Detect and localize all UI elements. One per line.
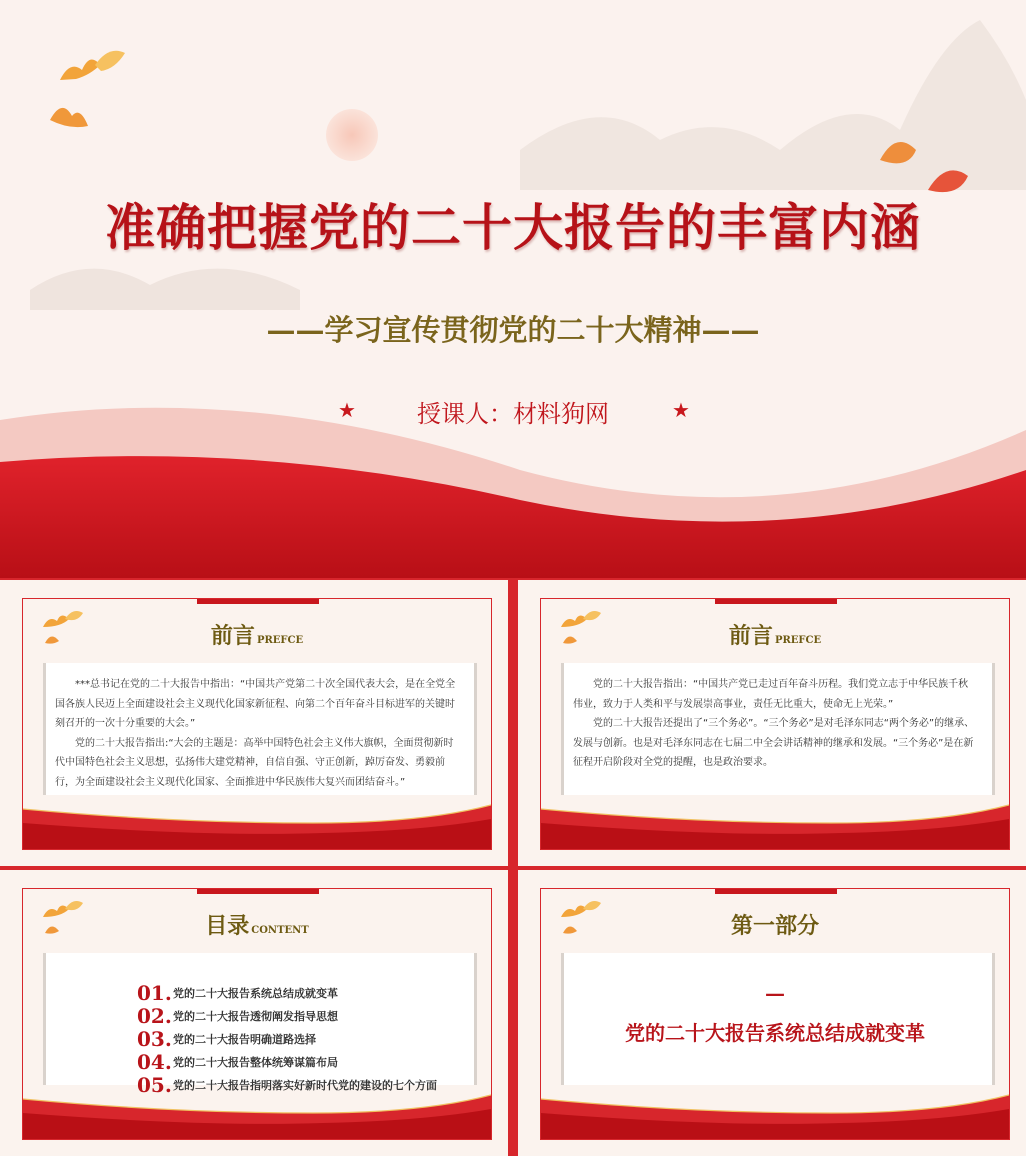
slide-heading [541, 619, 1009, 650]
toc-item[interactable] [137, 981, 437, 1004]
heading-en: CONTENT [251, 925, 309, 936]
slide-frame [540, 598, 1010, 850]
paragraph: ***总书记在党的二十大报告中指出：“中国共产党第二十次全国代表大会，是在全党全国各族人民迈上全面建设社会主义现代化国家新征程、向第二个百年奋斗目标进军的关键时刻召开的一次十分重要的大会。” [55, 679, 456, 729]
slide-part-one[interactable] [518, 870, 1026, 1156]
heading-text: 目录 [205, 913, 250, 939]
toc-item[interactable] [137, 1004, 437, 1027]
slide-heading [23, 909, 491, 940]
bottom-ribbon [541, 1079, 1009, 1139]
star-icon: ★ [338, 398, 356, 422]
toc-number: 03. [137, 1026, 172, 1051]
cover-subtitle: ——学习宣传贯彻党的二十大精神—— [266, 313, 760, 347]
slide-heading [23, 619, 491, 650]
body-text [573, 675, 977, 773]
heading-text: 前言 [210, 623, 255, 649]
top-accent-bar [197, 598, 319, 604]
toc-item[interactable] [137, 1027, 437, 1050]
slide-preface-1[interactable] [0, 580, 508, 866]
toc-number: 01. [137, 980, 172, 1005]
top-accent-bar [715, 598, 837, 604]
top-accent-bar [715, 888, 837, 894]
mountain-left [30, 269, 300, 310]
cover-title: 准确把握党的二十大报告的丰富内涵 [105, 198, 921, 257]
toc-number: 02. [137, 1003, 172, 1028]
bottom-ribbon [23, 789, 491, 849]
paragraph: 党的二十大报告指出:“大会的主题是：高举中国特色社会主义伟大旗帜，全面贯彻新时代中国特色社会主义思想，弘扬伟大建党精神，自信自强、守正创新，踔厉奋发、勇毅前行，为全面建设社会主义现代化国家、全面推进中华民族伟大复兴而团结奋斗。” [55, 737, 454, 788]
slide-heading [541, 909, 1009, 940]
toc-text: 党的二十大报告整体统筹谋篇布局 [173, 1055, 338, 1069]
heading-en: PREFCE [774, 635, 822, 646]
heading-en: PREFCE [256, 635, 304, 646]
sun-icon [326, 109, 378, 161]
part-dash: — [765, 981, 785, 1005]
toc-text: 党的二十大报告系统总结成就变革 [173, 986, 338, 1000]
toc-text: 党的二十大报告透彻阐发指导思想 [173, 1009, 338, 1023]
toc-text: 党的二十大报告明确道路选择 [173, 1032, 316, 1046]
toc-item[interactable] [137, 1050, 437, 1073]
cover-teacher: 授课人：材料狗网 [417, 400, 609, 428]
paragraph: 党的二十大报告还提出了“三个务必”。“三个务必”是对毛泽东同志“两个务必”的继承、发展与创新。也是对毛泽东同志在七届二中全会讲话精神的继承和发展。“三个务必”是在新征程开启阶段对全党的提醒，也是政治要求。 [573, 718, 975, 768]
toc-number: 05. [137, 1072, 172, 1097]
paragraph: 党的二十大报告指出：“中国共产党已走过百年奋斗历程。我们党立志于中华民族千秋伟业，致力于人类和平与发展崇高事业，责任无比重大，使命无上光荣。” [573, 679, 969, 710]
star-icon: ★ [672, 398, 690, 422]
slide-frame [540, 888, 1010, 1140]
top-accent-bar [197, 888, 319, 894]
slide-preface-2[interactable] [518, 580, 1026, 866]
bottom-ribbon [541, 789, 1009, 849]
heading-text: 前言 [728, 623, 773, 649]
part-title: 党的二十大报告系统总结成就变革 [625, 1021, 925, 1045]
toc-text: 党的二十大报告指明落实好新时代党的建设的七个方面 [173, 1078, 437, 1092]
mountain-right [520, 20, 1026, 190]
heading-text: 第一部分 [730, 913, 819, 939]
slide-frame [22, 888, 492, 1140]
slide-frame [22, 598, 492, 850]
body-text [55, 675, 459, 792]
slide-toc[interactable] [0, 870, 508, 1156]
bottom-ribbon [23, 1079, 491, 1139]
toc-number: 04. [137, 1049, 172, 1074]
